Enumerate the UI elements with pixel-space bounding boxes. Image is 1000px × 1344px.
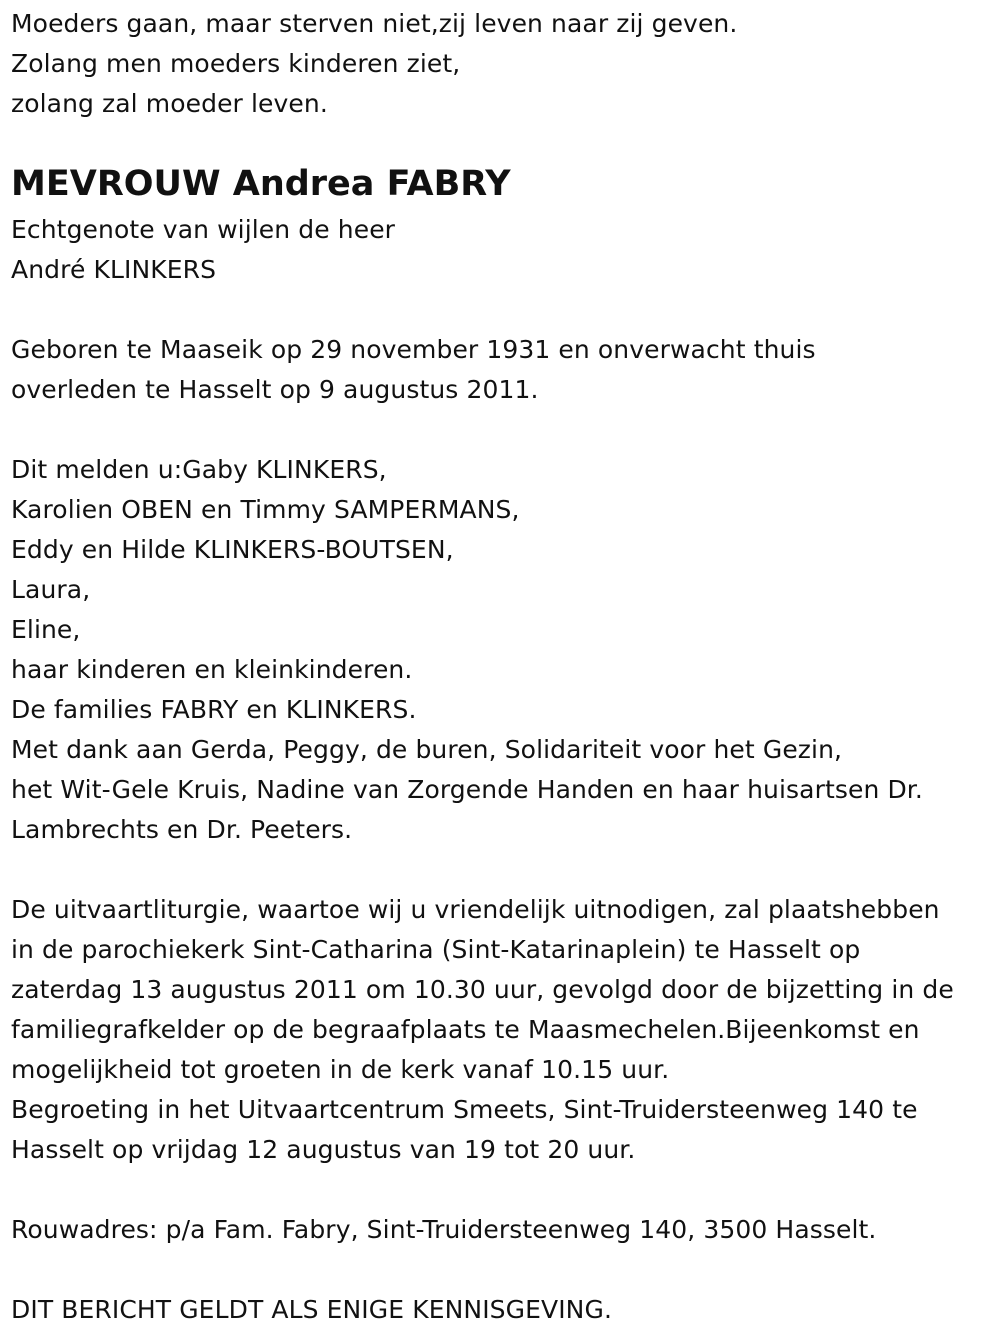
family-line: haar kinderen en kleinkinderen. bbox=[11, 655, 413, 684]
spouse-line: André KLINKERS bbox=[11, 255, 217, 284]
life-line: overleden te Hasselt op 9 augustus 2011. bbox=[11, 375, 539, 404]
funeral-line: Hasselt op vrijdag 12 augustus van 19 tot 20 uur. bbox=[11, 1135, 636, 1164]
family-line: Dit melden u:Gaby KLINKERS, bbox=[11, 455, 387, 484]
funeral-line: De uitvaartliturgie, waartoe wij u vriendelijk uitnodigen, zal plaatshebben bbox=[11, 895, 940, 924]
funeral-details bbox=[11, 890, 996, 1170]
spacer bbox=[11, 124, 996, 162]
life-line: Geboren te Maaseik op 29 november 1931 en onverwacht thuis bbox=[11, 335, 816, 364]
family-announcement bbox=[11, 450, 996, 850]
family-line: Met dank aan Gerda, Peggy, de buren, Solidariteit voor het Gezin, bbox=[11, 735, 843, 764]
poem bbox=[11, 4, 996, 124]
spacer bbox=[11, 1170, 996, 1210]
family-line: Laura, bbox=[11, 575, 91, 604]
spouse-info bbox=[11, 210, 996, 290]
notice-statement: DIT BERICHT GELDT ALS ENIGE KENNISGEVING. bbox=[11, 1295, 612, 1324]
poem-line: Moeders gaan, maar sterven niet,zij leven naar zij geven. bbox=[11, 9, 738, 38]
spacer bbox=[11, 850, 996, 890]
spacer bbox=[11, 1250, 996, 1290]
family-line: Lambrechts en Dr. Peeters. bbox=[11, 815, 353, 844]
family-line: De families FABRY en KLINKERS. bbox=[11, 695, 417, 724]
funeral-line: Begroeting in het Uitvaartcentrum Smeets, Sint-Truidersteenweg 140 te bbox=[11, 1095, 918, 1124]
family-line: Eline, bbox=[11, 615, 81, 644]
funeral-line: mogelijkheid tot groeten in de kerk vanaf 10.15 uur. bbox=[11, 1055, 670, 1084]
deceased-name: MEVROUW Andrea FABRY bbox=[11, 164, 511, 204]
funeral-line: zaterdag 13 augustus 2011 om 10.30 uur, gevolgd door de bijzetting in de bbox=[11, 975, 954, 1004]
spouse-line: Echtgenote van wijlen de heer bbox=[11, 215, 396, 244]
funeral-line: in de parochiekerk Sint-Catharina (Sint-Katarinaplein) te Hasselt op bbox=[11, 935, 861, 964]
spacer bbox=[11, 410, 996, 450]
family-line: Karolien OBEN en Timmy SAMPERMANS, bbox=[11, 495, 520, 524]
family-line: het Wit-Gele Kruis, Nadine van Zorgende Handen en haar huisartsen Dr. bbox=[11, 775, 923, 804]
spacer bbox=[11, 290, 996, 330]
life-dates bbox=[11, 330, 996, 410]
obituary-notice bbox=[11, 4, 996, 1330]
family-line: Eddy en Hilde KLINKERS-BOUTSEN, bbox=[11, 535, 454, 564]
mourning-address: Rouwadres: p/a Fam. Fabry, Sint-Truidersteenweg 140, 3500 Hasselt. bbox=[11, 1215, 877, 1244]
funeral-line: familiegrafkelder op de begraafplaats te Maasmechelen.Bijeenkomst en bbox=[11, 1015, 920, 1044]
poem-line: zolang zal moeder leven. bbox=[11, 89, 328, 118]
poem-line: Zolang men moeders kinderen ziet, bbox=[11, 49, 461, 78]
